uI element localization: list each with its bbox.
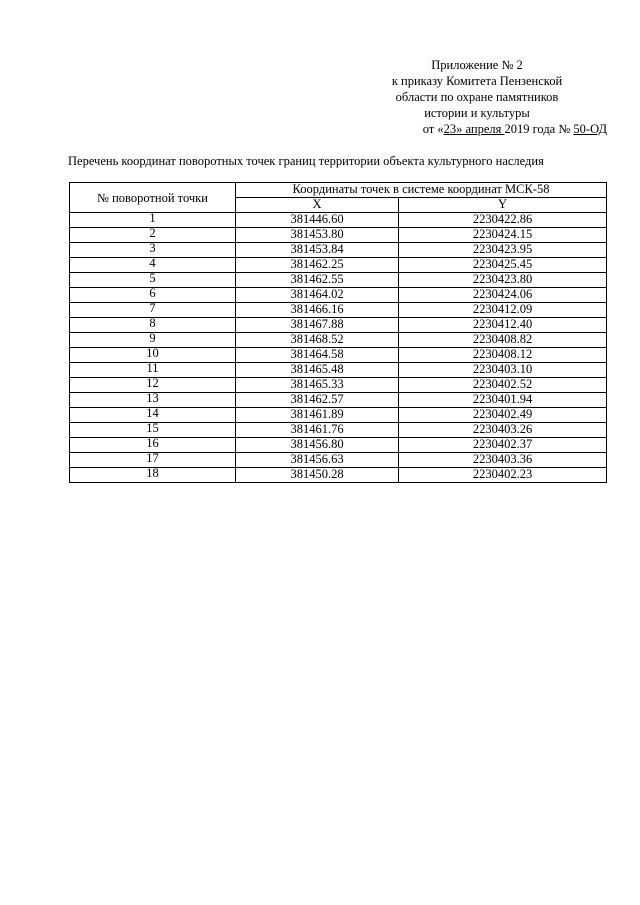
order-number: 50-ОД bbox=[573, 122, 607, 136]
date-month: апреля bbox=[462, 122, 505, 136]
header-point-number: № поворотной точки bbox=[70, 183, 236, 213]
y-coordinate-cell: 2230412.09 bbox=[399, 303, 607, 318]
y-coordinate-cell: 2230403.26 bbox=[399, 423, 607, 438]
point-number-cell: 13 bbox=[70, 393, 236, 408]
header-x: X bbox=[236, 198, 399, 213]
header-coordinates: Координаты точек в системе координат МСК-58 bbox=[236, 183, 607, 198]
y-coordinate-cell: 2230423.80 bbox=[399, 273, 607, 288]
coordinates-table bbox=[69, 182, 607, 483]
x-coordinate-cell: 381464.58 bbox=[236, 348, 399, 363]
x-coordinate-cell: 381468.52 bbox=[236, 333, 399, 348]
table-head bbox=[70, 183, 607, 213]
x-coordinate-cell: 381464.02 bbox=[236, 288, 399, 303]
x-coordinate-cell: 381462.57 bbox=[236, 393, 399, 408]
y-coordinate-cell: 2230402.37 bbox=[399, 438, 607, 453]
x-coordinate-cell: 381465.48 bbox=[236, 363, 399, 378]
document-title: Перечень координат поворотных точек границ территории объекта культурного наследия bbox=[68, 154, 544, 168]
y-coordinate-cell: 2230402.52 bbox=[399, 378, 607, 393]
x-coordinate-cell: 381456.80 bbox=[236, 438, 399, 453]
y-coordinate-cell: 2230424.15 bbox=[399, 228, 607, 243]
y-coordinate-cell: 2230403.10 bbox=[399, 363, 607, 378]
x-coordinate-cell: 381462.25 bbox=[236, 258, 399, 273]
y-coordinate-cell: 2230408.82 bbox=[399, 333, 607, 348]
point-number-cell: 4 bbox=[70, 258, 236, 273]
table-body bbox=[70, 213, 607, 483]
y-coordinate-cell: 2230401.94 bbox=[399, 393, 607, 408]
x-coordinate-cell: 381450.28 bbox=[236, 468, 399, 483]
y-coordinate-cell: 2230425.45 bbox=[399, 258, 607, 273]
date-mid: » bbox=[456, 122, 463, 136]
date-day: 23 bbox=[443, 122, 457, 136]
point-number-cell: 16 bbox=[70, 438, 236, 453]
point-number-cell: 14 bbox=[70, 408, 236, 423]
date-year: 2019 года № bbox=[504, 122, 574, 136]
x-coordinate-cell: 381465.33 bbox=[236, 378, 399, 393]
x-coordinate-cell: 381461.89 bbox=[236, 408, 399, 423]
x-coordinate-cell: 381461.76 bbox=[236, 423, 399, 438]
appendix-line-3: области по охране памятников bbox=[395, 90, 559, 104]
y-coordinate-cell: 2230423.95 bbox=[399, 243, 607, 258]
y-coordinate-cell: 2230403.36 bbox=[399, 453, 607, 468]
y-coordinate-cell: 2230402.49 bbox=[399, 408, 607, 423]
y-coordinate-cell: 2230402.23 bbox=[399, 468, 607, 483]
appendix-line-1: Приложение № 2 bbox=[431, 58, 523, 72]
point-number-cell: 18 bbox=[70, 468, 236, 483]
point-number-cell: 8 bbox=[70, 318, 236, 333]
y-coordinate-cell: 2230412.40 bbox=[399, 318, 607, 333]
x-coordinate-cell: 381462.55 bbox=[236, 273, 399, 288]
y-coordinate-cell: 2230424.06 bbox=[399, 288, 607, 303]
x-coordinate-cell: 381466.16 bbox=[236, 303, 399, 318]
point-number-cell: 17 bbox=[70, 453, 236, 468]
point-number-cell: 3 bbox=[70, 243, 236, 258]
point-number-cell: 11 bbox=[70, 363, 236, 378]
point-number-cell: 10 bbox=[70, 348, 236, 363]
point-number-cell: 7 bbox=[70, 303, 236, 318]
point-number-cell: 15 bbox=[70, 423, 236, 438]
date-prefix: от « bbox=[422, 122, 444, 136]
table-header-row bbox=[70, 183, 607, 198]
appendix-date-line bbox=[347, 121, 607, 137]
point-number-cell: 6 bbox=[70, 288, 236, 303]
y-coordinate-cell: 2230408.12 bbox=[399, 348, 607, 363]
x-coordinate-cell: 381456.63 bbox=[236, 453, 399, 468]
point-number-cell: 9 bbox=[70, 333, 236, 348]
point-number-cell: 12 bbox=[70, 378, 236, 393]
header-y: Y bbox=[399, 198, 607, 213]
x-coordinate-cell: 381467.88 bbox=[236, 318, 399, 333]
point-number-cell: 2 bbox=[70, 228, 236, 243]
table-row bbox=[70, 468, 607, 483]
appendix-line-2: к приказу Комитета Пензенской bbox=[391, 74, 563, 88]
point-number-cell: 1 bbox=[70, 213, 236, 228]
y-coordinate-cell: 2230422.86 bbox=[399, 213, 607, 228]
x-coordinate-cell: 381453.80 bbox=[236, 228, 399, 243]
x-coordinate-cell: 381446.60 bbox=[236, 213, 399, 228]
appendix-header bbox=[347, 57, 607, 137]
appendix-line-4: истории и культуры bbox=[424, 106, 530, 120]
x-coordinate-cell: 381453.84 bbox=[236, 243, 399, 258]
point-number-cell: 5 bbox=[70, 273, 236, 288]
